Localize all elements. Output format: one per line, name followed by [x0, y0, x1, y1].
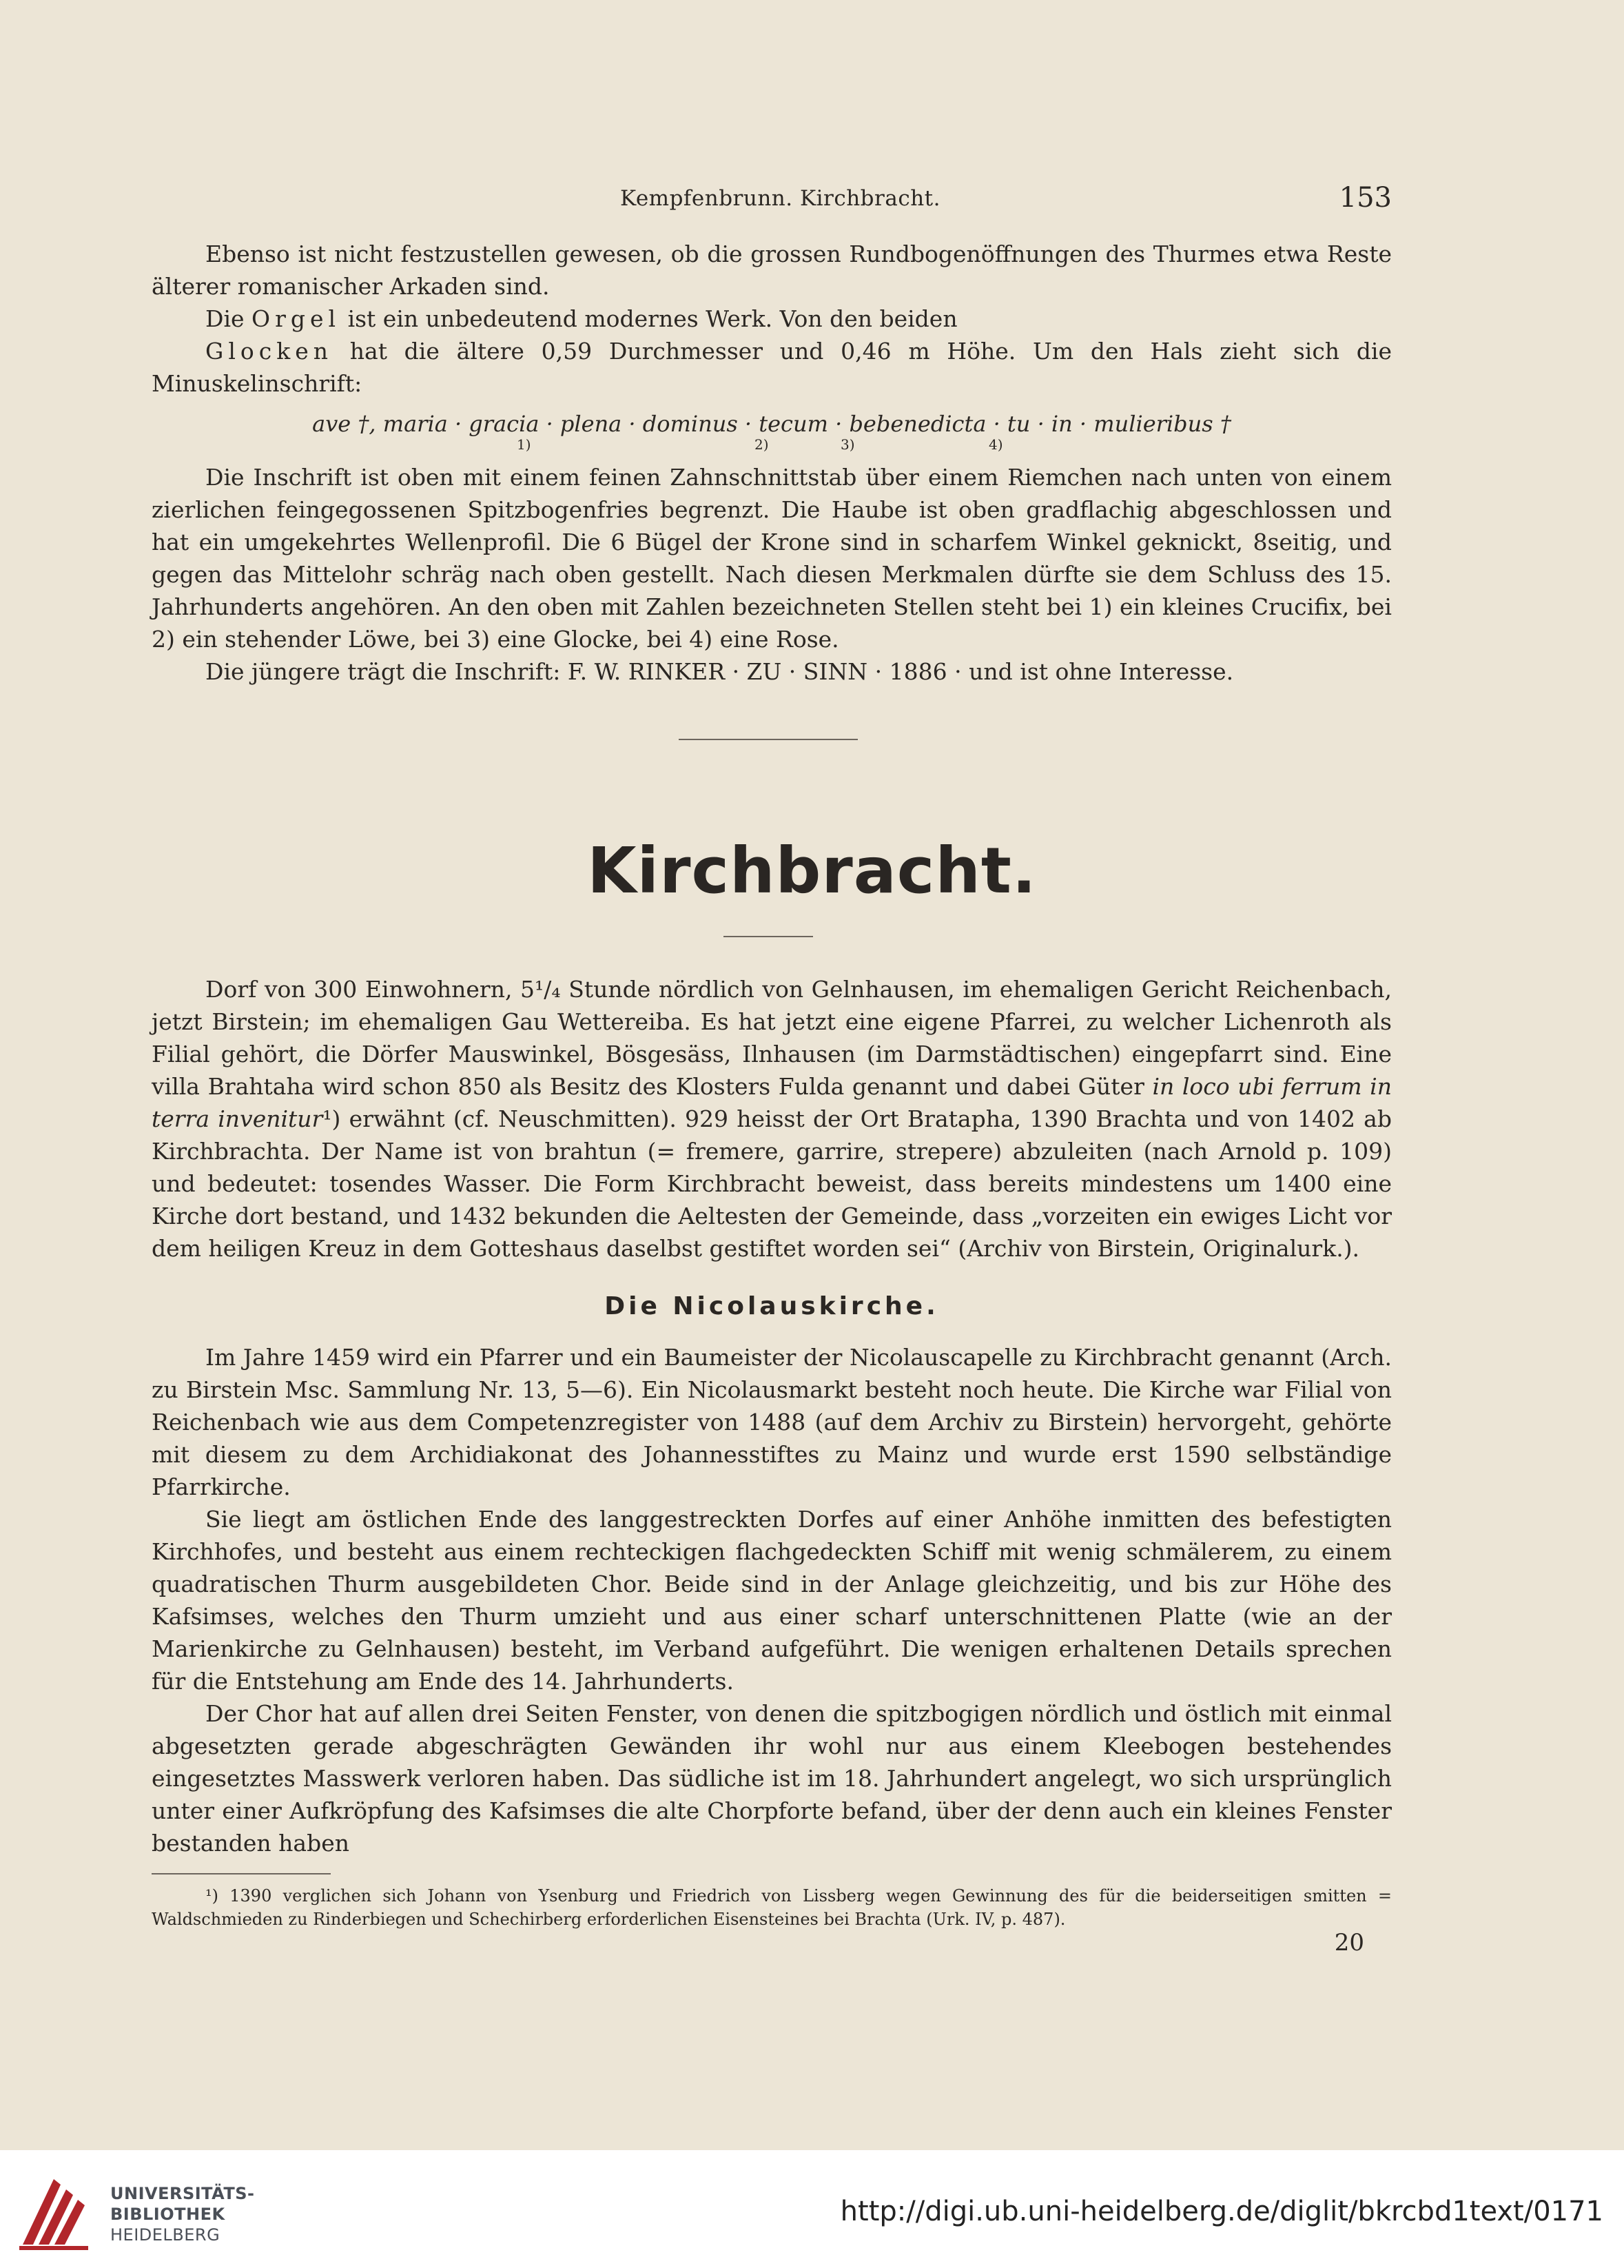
page-header: [152, 182, 1392, 221]
section-title: Die Nicolauskirche.: [604, 1292, 939, 1320]
paragraph-orgel: Die Orgel ist ein unbedeutend modernes Werk. Von den beiden: [205, 305, 958, 332]
glocken-word: Glocken: [205, 338, 333, 365]
signature-mark: 20: [1334, 1929, 1364, 1957]
paragraph-pfarrer: Im Jahre 1459 wird ein Pfarrer und ein Baumeister der Nicolauscapelle zu Kirchbracht genannt (Arch. zu Birstein Msc. Sammlung Nr. 13, 5—6). Ein Nicolausmarkt besteht noch heute. Die Kirche war Filial von Reichenbach wie aus dem Competenzregister von 1488 (auf dem Archiv zu Birstein) hervorgeht, gehörte mit diesem zu dem Archidiakonat des Johannesstiftes zu Mainz und wurde erst 1590 selbständige Pfarrkirche.: [152, 1344, 1392, 1500]
orgel-word: Orgel: [251, 305, 341, 332]
marker-2: 2): [754, 436, 769, 453]
paragraph-chor: Der Chor hat auf allen drei Seiten Fenster, von denen die spitzbogigen nördlich und östlich mit einmal abgesetzten gerade abgeschrägten Gewänden ihr wohl nur aus einem Kleebogen bestehendes eingesetztes Masswerk verloren haben. Das südliche ist im 18. Jahrhundert angelegt, wo sich ursprünglich unter einer Aufkröpfung des Kafsimses die alte Chorpforte befand, über der denn auch ein kleines Fenster bestanden haben: [152, 1700, 1392, 1857]
library-name: UNIVERSITÄTS- BIBLIOTHEK HEIDELBERG: [110, 2184, 255, 2245]
divider-rule-top: [679, 739, 858, 740]
paragraph-dorf: Dorf von 300 Einwohnern, 5¹/₄ Stunde nördlich von Gelnhausen, im ehemaligen Gericht Reichenbach, jetzt Birstein; im ehemaligen Gau Wettereiba. Es hat jetzt eine eigene Pfarrei, zu welcher Lichenroth als Filial gehört, die Dörfer Mauswinkel, Bösgesäss, Ilnhausen (im Darmstädtischen) eingepfarrt sind. Eine villa Brahtaha wird schon 850 als Besitz des Klosters Fulda genannt und dabei Güter in loco ubi ferrum in terra invenitur¹) erwähnt (cf. Neuschmitten). 929 heisst der Ort Bratapha, 1390 Brachta und von 1402 ab Kirchbrachta. Der Name ist von brahtun (= fremere, garrire, strepere) abzuleiten (nach Arnold p. 109) und bedeutet: tosendes Wasser. Die Form Kirchbracht beweist, dass bereits mindestens um 1400 eine Kirche dort bestand, und 1432 bekunden die Aeltesten der Gemeinde, dass „vorzeiten ein ewiges Licht vor dem heiligen Kreuz in dem Gotteshaus daselbst gestiftet worden sei“ (Archiv von Birstein, Originalurk.).: [152, 976, 1392, 1262]
divider-rule-title: [723, 936, 813, 937]
marker-3: 3): [841, 436, 855, 453]
page-title: Kirchbracht.: [587, 834, 1037, 908]
paragraph-inschrift: Die Inschrift ist oben mit einem feinen Zahnschnittstab über einem Riemchen nach unten von einem zierlichen feingegossenen Spitzbogenfries begrenzt. Die Haube ist oben gradflachig abgeschlossen und hat ein umgekehrtes Wellenprofil. Die 6 Bügel der Krone sind in scharfem Winkel geknickt, 8seitig, und gegen das Mittelohr schräg nach oben gestellt. Nach diesen Merkmalen dürfte sie dem Schluss des 15. Jahrhunderts angehören. An den oben mit Zahlen bezeichneten Stellen steht bei 1) ein kleines Crucifix, bei 2) ein stehender Löwe, bei 3) eine Glocke, bei 4) eine Rose.: [152, 464, 1392, 653]
running-head: Kempfenbrunn. Kirchbracht.: [620, 186, 941, 211]
bell-inscription: ave †, maria · gracia · plena · dominus · tecum · bebenedicta · tu · in · mulieribus †: [312, 411, 1231, 437]
intro-block: [152, 238, 1392, 688]
library-logo-icon: [12, 2165, 95, 2255]
main-text: [152, 973, 1392, 1957]
paragraph-arkaden: Ebenso ist nicht festzustellen gewesen, ob die grossen Rundbogenöffnungen des Thurmes etwa Reste älterer romanischer Arkaden sind.: [152, 241, 1392, 300]
marker-1: 1): [517, 436, 531, 453]
latin-quote: in loco ubi ferrum in terra invenitur: [152, 1073, 1392, 1132]
paragraph-glocken: Glocken hat die ältere 0,59 Durchmesser und 0,46 m Höhe. Um den Hals zieht sich die Minuskelinschrift:: [152, 338, 1392, 397]
paragraph-lage: Sie liegt am östlichen Ende des langgestreckten Dorfes auf einer Anhöhe inmitten des befestigten Kirchhofes, und besteht aus einem rechteckigen flachgedeckten Schiff mit wenig schmälerem, zu einem quadratischen Thurm ausgebildeten Chor. Beide sind in der Anlage gleichzeitig, und bis zur Höhe des Kafsimses, welches den Thurm umzieht und aus einer scharf unterschnittenen Platte (wie an der Marienkirche zu Gelnhausen) besteht, im Verband aufgeführt. Die wenigen erhaltenen Details sprechen für die Entstehung am Ende des 14. Jahrhunderts.: [152, 1506, 1392, 1695]
paragraph-juengere: Die jüngere trägt die Inschrift: F. W. RINKER · ZU · SINN · 1886 · und ist ohne Interesse.: [205, 658, 1234, 685]
footnote-rule: [152, 1873, 331, 1874]
digitization-footer: [0, 2150, 1624, 2268]
page-number: 153: [1339, 182, 1392, 214]
inscription-markers: [152, 436, 1392, 461]
marker-4: 4): [989, 436, 1003, 453]
footnote: ¹) 1390 verglichen sich Johann von Ysenburg und Friedrich von Lissberg wegen Gewinnung des für die beiderseitigen smitten = Waldschmieden zu Rinderbiegen und Schechirberg erforderlichen Eisensteines bei Brachta (Urk. IV, p. 487).: [152, 1886, 1392, 1929]
permalink-url[interactable]: http://digi.ub.uni-heidelberg.de/diglit/bkrcbd1text/0171: [840, 2196, 1603, 2227]
